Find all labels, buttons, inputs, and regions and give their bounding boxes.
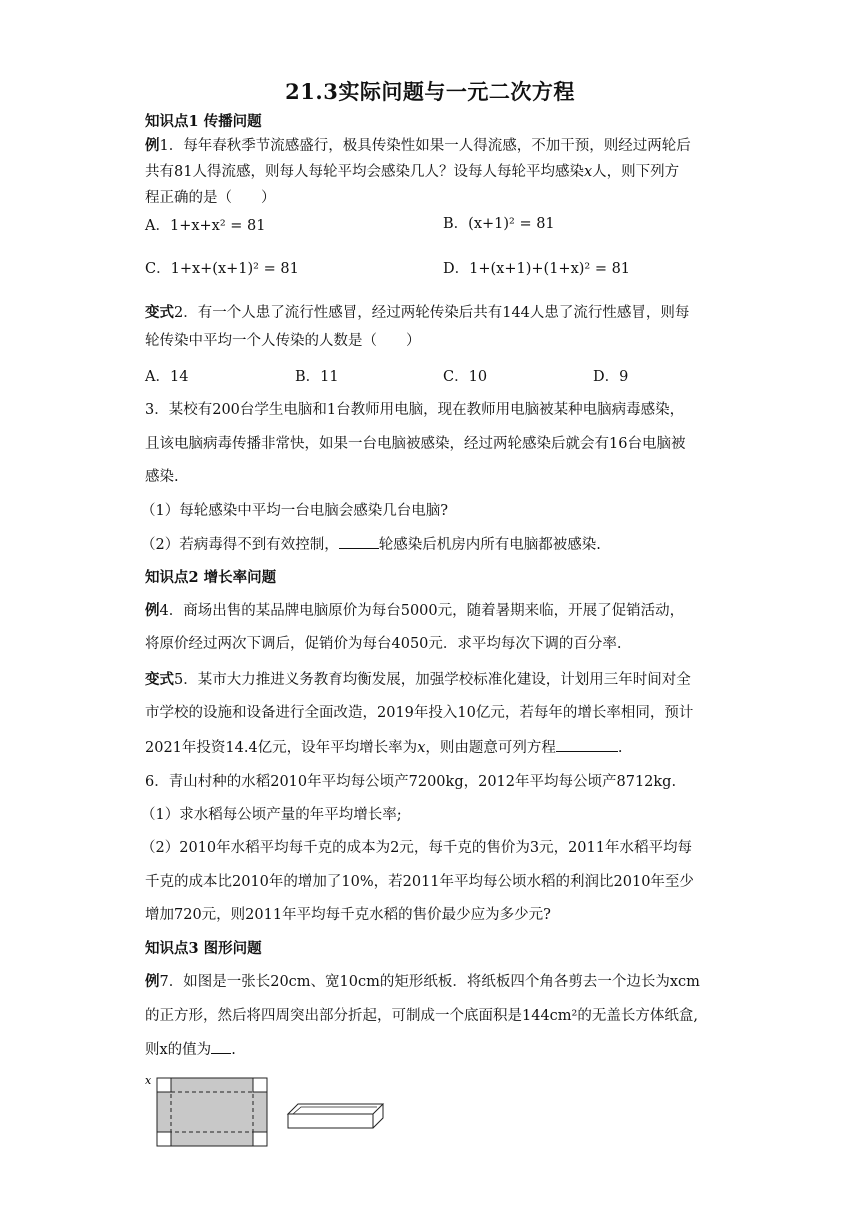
example-7-text: . [231, 1042, 236, 1058]
example-tag: 例 [145, 137, 160, 154]
example-1-line-2 [145, 162, 720, 182]
question-3-part-2 [141, 534, 716, 555]
variant-5-line-3 [145, 737, 720, 758]
option-formula: (x+1)² = 81 [468, 216, 555, 232]
variant-5-line-2: 市学校的设施和设备进行全面改造，2019年投入10亿元，若每年的增长率相同，预计 [145, 705, 694, 721]
question-6-part-2-line-2: 千克的成本比2010年的增加了10%，若2011年平均每公顷水稻的利润比2010年至少 [145, 874, 694, 890]
example-7-line-1 [145, 972, 720, 992]
example-1-line-1 [145, 136, 720, 156]
option-label: B． [443, 216, 469, 232]
cut-corner-bottom-left [157, 1132, 171, 1146]
cut-corner-top-left [157, 1078, 171, 1092]
variant-5-text: ，则由题意可列方程 [425, 740, 556, 756]
example-1-line-3: 程正确的是（ ） [145, 190, 276, 206]
example-7-line-3 [145, 1039, 720, 1060]
example-1-text: 共有81人得流感，则每人每轮平均会感染几人？设每人每轮平均感染 [145, 164, 584, 180]
answer-blank [339, 534, 379, 549]
variant-5-text: 2021年投资14.4亿元，设年平均增长率为 [145, 740, 418, 756]
part-text: 轮感染后机房内所有电脑都被感染. [378, 537, 601, 553]
option-a [145, 216, 266, 236]
question-3-part-1: （1）每轮感染中平均一台电脑会感染几台电脑? [141, 503, 448, 519]
open-box-drawing [288, 1104, 383, 1128]
option-label: C． [145, 261, 171, 277]
example-7-text: 则x的值为 [145, 1042, 212, 1058]
example-tag: 例 [145, 973, 160, 990]
example-4-text: 4．商场出售的某品牌电脑原价为每台5000元，随着暑期来临，开展了促销活动， [159, 603, 685, 619]
option-d [443, 259, 630, 279]
option-formula: 1+(x+1)+(1+x)² = 81 [469, 261, 631, 277]
section-heading-1: 知识点1 传播问题 [145, 113, 262, 130]
variant-5-text: . [617, 740, 623, 756]
figure-label-x: x [145, 1074, 152, 1087]
question-3-line-3: 感染. [145, 469, 179, 485]
variant-5-line-1 [145, 670, 720, 690]
option-b: B．11 [295, 369, 339, 385]
question-3-line-2: 且该电脑病毒传播非常快，如果一台电脑被感染，经过两轮感染后就会有16台电脑被 [145, 436, 686, 452]
option-formula: 1+x+(x+1)² = 81 [170, 261, 299, 277]
cardboard-figure [145, 1070, 395, 1150]
option-b [443, 214, 555, 234]
option-label: D． [443, 261, 470, 277]
variant-5-text: 5．某市大力推进义务教育均衡发展，加强学校标准化建设，计划用三年时间对全 [174, 672, 691, 688]
answer-blank [556, 737, 618, 752]
example-7-line-2: 的正方形，然后将四周突出部分折起，可制成一个底面积是144cm²的无盖长方体纸盒, [145, 1008, 698, 1024]
section-heading-2: 知识点2 增长率问题 [145, 569, 277, 586]
option-a: A．14 [145, 369, 189, 385]
cardboard-sheet [157, 1078, 267, 1146]
variant-2-line-2: 轮传染中平均一个人传染的人数是（ ） [145, 333, 421, 349]
variable-x: x [417, 740, 426, 756]
variant-2-text: 2．有一个人患了流行性感冒，经过两轮传染后共有144人患了流行性感冒，则每 [174, 305, 690, 321]
example-1-text: 1．每年春秋季节流感盛行，极具传染性如果一人得流感，不加干预，则经过两轮后 [159, 138, 691, 154]
variant-tag: 变式 [145, 304, 174, 321]
question-6-part-1: （1）求水稻每公顷产量的年平均增长率; [141, 807, 402, 823]
section-heading-3: 知识点3 图形问题 [145, 940, 262, 957]
page-title: 21.3实际问题与一元二次方程 [285, 79, 575, 104]
question-3-line-1: 3．某校有200台学生电脑和1台教师用电脑，现在教师用电脑被某种电脑病毒感染， [145, 402, 685, 418]
part-text: （2）若病毒得不到有效控制， [141, 537, 339, 553]
example-1-text: 人，则下列方 [592, 164, 680, 180]
question-6-line-1: 6．青山村种的水稻2010年平均每公顷产7200kg，2012年平均每公顷产8712kg. [145, 774, 677, 790]
variant-2-line-1 [145, 303, 720, 323]
question-6-part-2-line-3: 增加720元，则2011年平均每千克水稻的售价最少应为多少元? [145, 907, 551, 923]
cut-corner-bottom-right [253, 1132, 267, 1146]
example-4-line-2: 将原价经过两次下调后，促销价为每台4050元．求平均每次下调的百分率. [145, 636, 622, 652]
option-c [145, 259, 299, 279]
example-tag: 例 [145, 602, 160, 619]
question-6-part-2-line-1: （2）2010年水稻平均每千克的成本为2元，每千克的售价为3元，2011年水稻平均每 [141, 840, 692, 856]
option-d: D．9 [593, 369, 629, 385]
variant-tag: 变式 [145, 671, 174, 688]
example-7-text: 7．如图是一张长20cm、宽10cm的矩形纸板．将纸板四个角各剪去一个边长为xcm [159, 974, 700, 990]
option-formula: 1+x+x² = 81 [169, 218, 266, 234]
option-label: A． [145, 218, 170, 234]
example-4-line-1 [145, 601, 720, 621]
option-c: C．10 [443, 369, 488, 385]
cut-corner-top-right [253, 1078, 267, 1092]
answer-blank [211, 1039, 231, 1054]
variable-x: x [583, 164, 593, 180]
